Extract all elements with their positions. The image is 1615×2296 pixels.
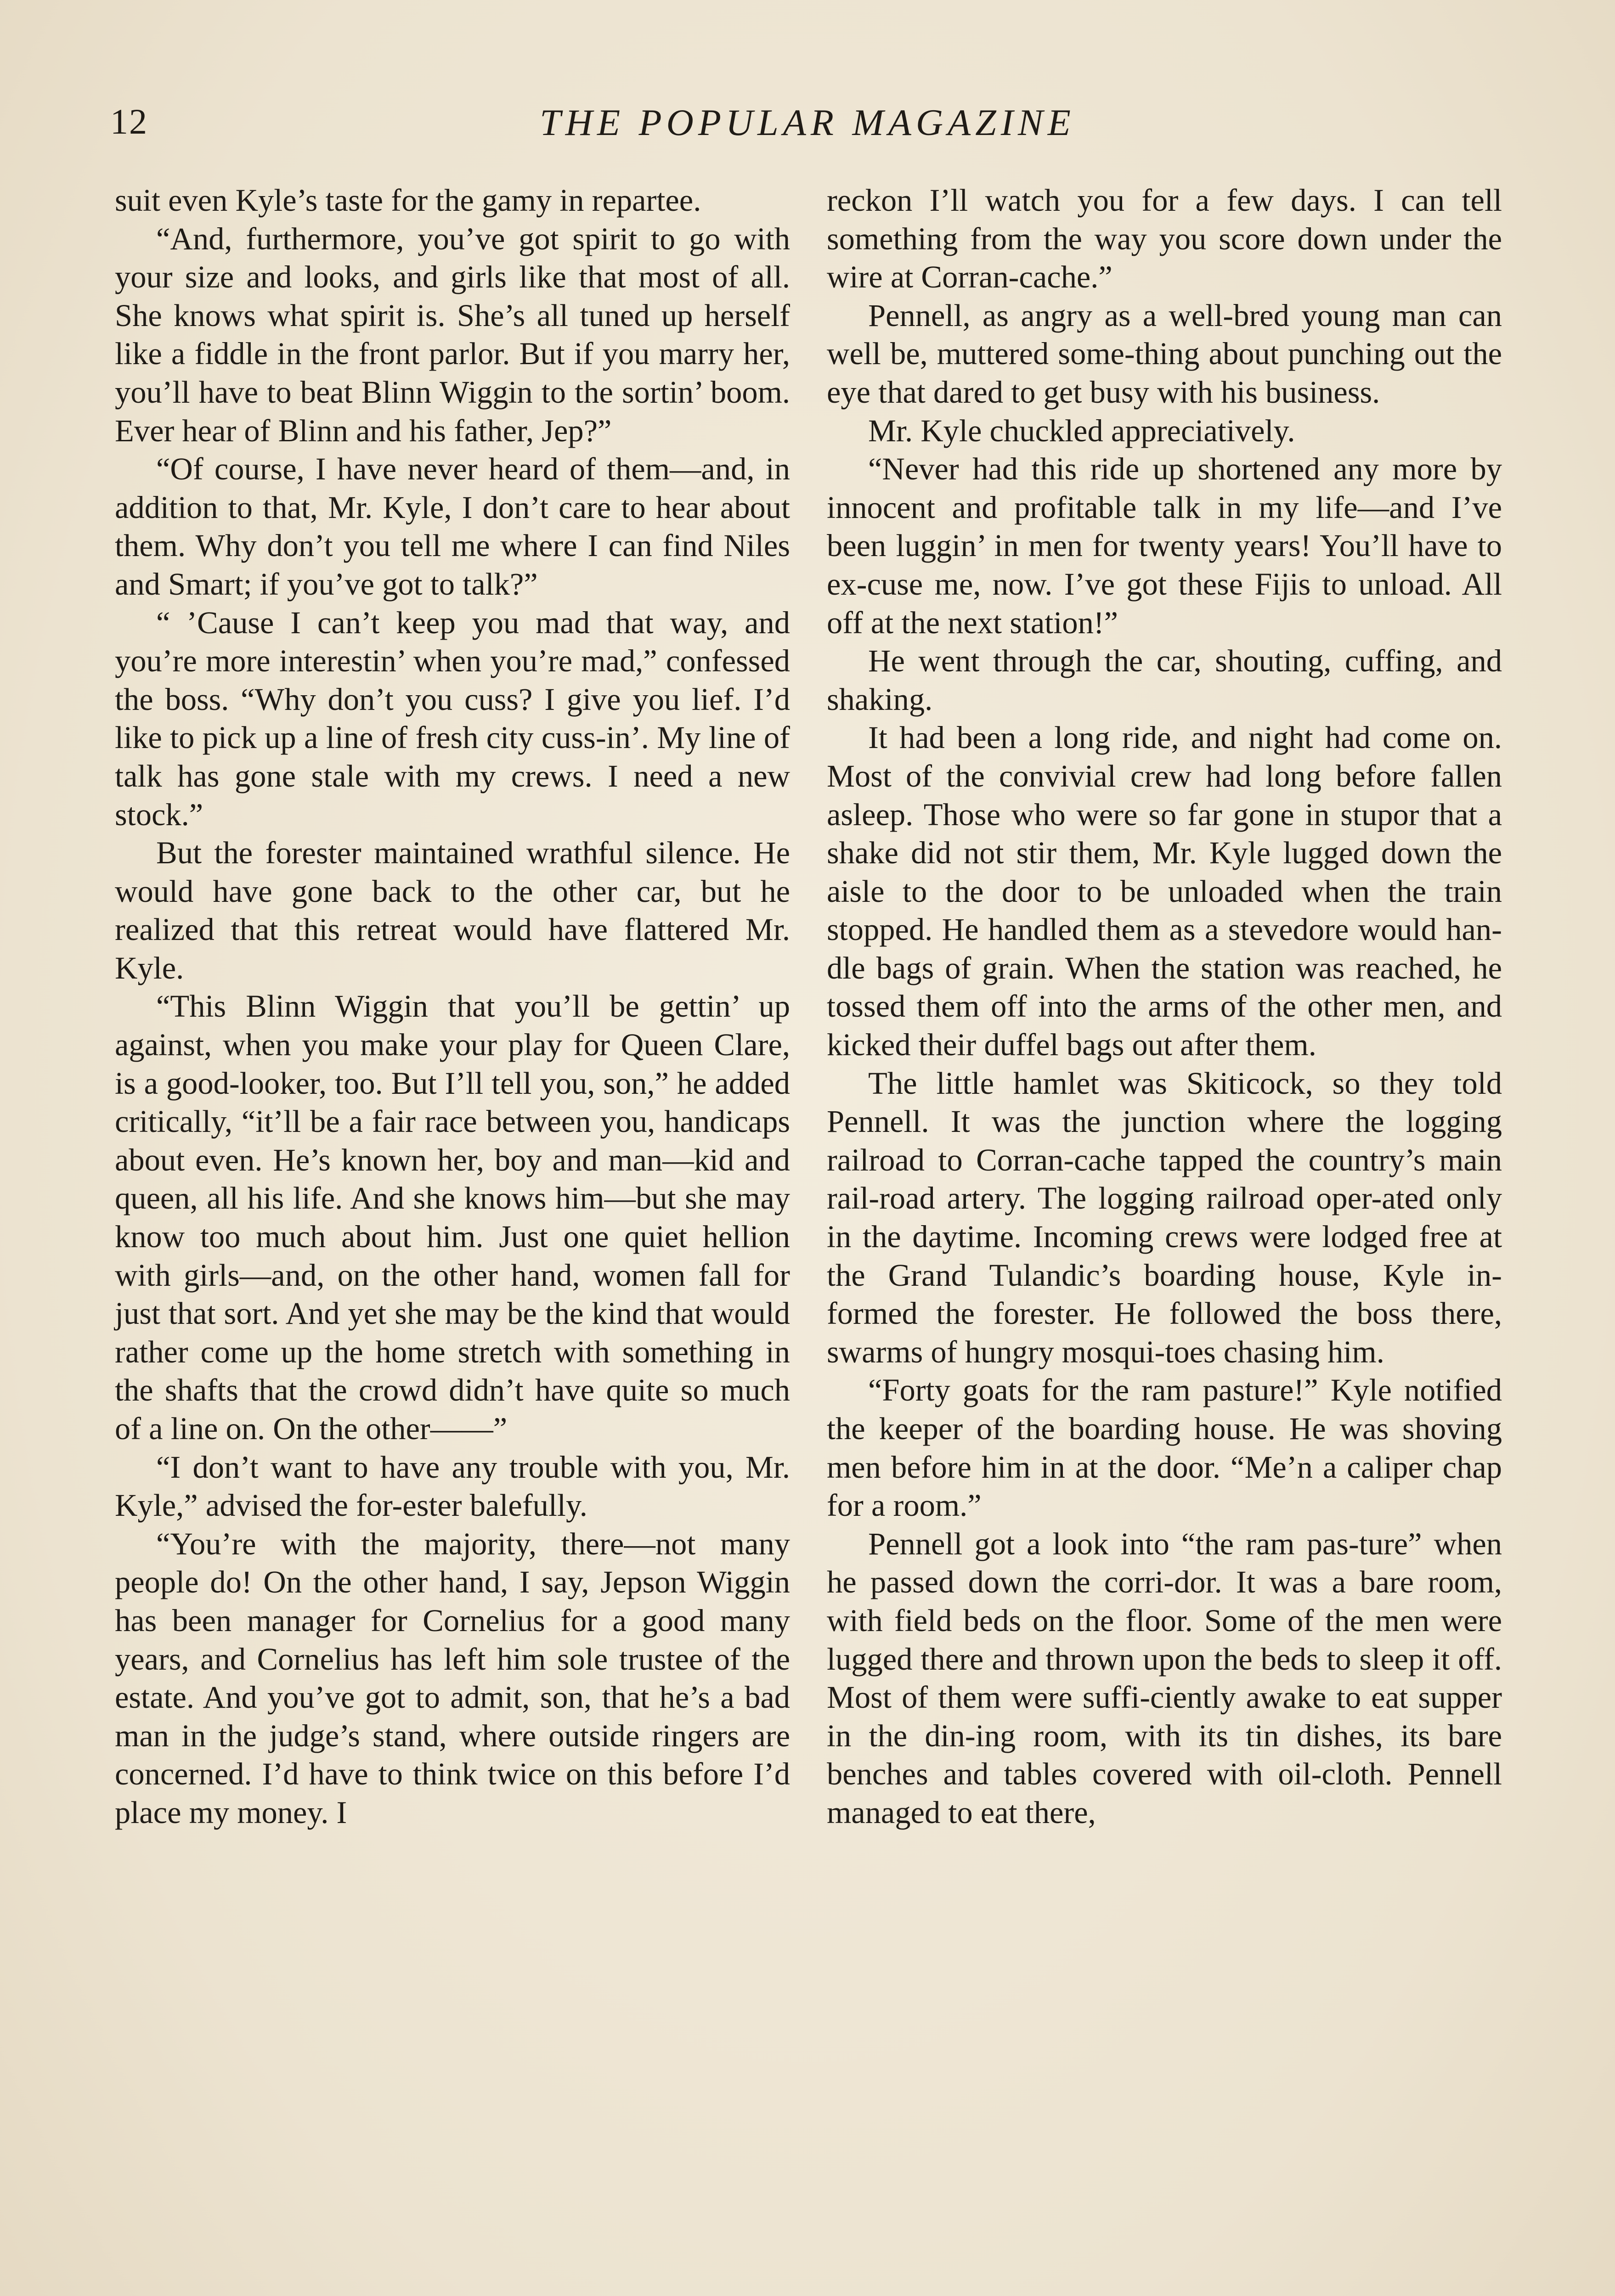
- paragraph: But the forester maintained wrathful silence. He would have gone back to the other car, but he realized that this retreat would have flattered Mr. Kyle.: [115, 835, 790, 985]
- paragraph: suit even Kyle’s taste for the gamy in repartee.: [115, 183, 701, 218]
- paragraph: “You’re with the majority, there—not many people do! On the other hand, I say, Jepson Wiggin has been manager for Cornelius for a good many years, and Cornelius has left him sole trustee of the estate. And you’ve got to admit, son, that he’s a bad man in the judge’s stand, where outside ringers are concerned. I’d have to think twice on this before I’d place my money. I: [115, 1526, 790, 1830]
- paragraph: “Forty goats for the ram pasture!” Kyle notified the keeper of the boarding house. He was shoving men before him in at the door. “Me’n a caliper chap for a room.”: [827, 1373, 1502, 1523]
- right-column: [827, 181, 1502, 1832]
- paragraph: “This Blinn Wiggin that you’ll be gettin’ up against, when you make your play for Queen Clare, is a good-looker, too. But I’ll tell you, son,” he added critically, “it’ll be a fair race between you, handicaps about even. He’s known her, boy and man—kid and queen, all his life. And she knows him—but she may know too much about him. Just one quiet hellion with girls—and, on the other hand, women fall for just that sort. And yet she may be the kind that would rather come up the home stretch with something in the shafts that the crowd didn’t have quite so much of a line on. On the other——”: [115, 989, 790, 1446]
- paragraph: “Never had this ride up shortened any more by innocent and profitable talk in my life—and I’ve been luggin’ in men for twenty years! You’ll have to ex-cuse me, now. I’ve got these Fijis to unload. All off at the next station!”: [827, 451, 1502, 640]
- paragraph: Mr. Kyle chuckled appreciatively.: [868, 413, 1295, 448]
- paragraph: “Of course, I have never heard of them—and, in addition to that, Mr. Kyle, I don’t care to hear about them. Why don’t you tell me where I can find Niles and Smart; if you’ve got to talk?”: [115, 451, 790, 602]
- paragraph: Pennell, as angry as a well-bred young man can well be, muttered some-thing about punching out the eye that dared to get busy with his business.: [827, 298, 1502, 410]
- paragraph: It had been a long ride, and night had come on. Most of the convivial crew had long before fallen asleep. Those who were so far gone in stupor that a shake did not stir them, Mr. Kyle lugged down the aisle to the door to be unloaded when the train stopped. He handled them as a stevedore would han-dle bags of grain. When the station was reached, he tossed them off into the arms of the other men, and kicked their duffel bags out after them.: [827, 720, 1502, 1063]
- paragraph: “I don’t want to have any trouble with you, Mr. Kyle,” advised the for-ester balefully.: [115, 1449, 790, 1523]
- paragraph: reckon I’ll watch you for a few days. I can tell something from the way you score down under the wire at Corran-cache.”: [827, 183, 1502, 295]
- paragraph: Pennell got a look into “the ram pas-ture” when he passed down the corri-dor. It was a bare room, with field beds on the floor. Some of the men were lugged there and thrown upon the beds to sleep it off. Most of them were suffi-ciently awake to eat supper in the din-ing room, with its tin dishes, its bare benches and tables covered with oil-cloth. Pennell managed to eat there,: [827, 1526, 1502, 1830]
- running-head: THE POPULAR MAGAZINE: [540, 101, 1075, 143]
- paragraph: “And, furthermore, you’ve got spirit to go with your size and looks, and girls like that most of all. She knows what spirit is. She’s all tuned up herself like a fiddle in the front parlor. But if you marry her, you’ll have to beat Blinn Wiggin to the sortin’ boom. Ever hear of Blinn and his father, Jep?”: [115, 221, 790, 448]
- paragraph: He went through the car, shouting, cuffing, and shaking.: [827, 643, 1502, 717]
- paragraph: “ ’Cause I can’t keep you mad that way, and you’re more interestin’ when you’re mad,” confessed the boss. “Why don’t you cuss? I give you lief. I’d like to pick up a line of fresh city cuss-in’. My line of talk has gone stale with my crews. I need a new stock.”: [115, 605, 790, 832]
- paragraph: The little hamlet was Skiticock, so they told Pennell. It was the junction where the logging railroad to Corran-cache tapped the country’s main rail-road artery. The logging railroad oper-ated only in the daytime. Incoming crews were lodged free at the Grand Tulandic’s boarding house, Kyle in-formed the forester. He followed the boss there, swarms of hungry mosqui-toes chasing him.: [827, 1065, 1502, 1369]
- left-column: [115, 181, 790, 1832]
- page-number: 12: [110, 101, 148, 141]
- page-header: [110, 101, 1505, 152]
